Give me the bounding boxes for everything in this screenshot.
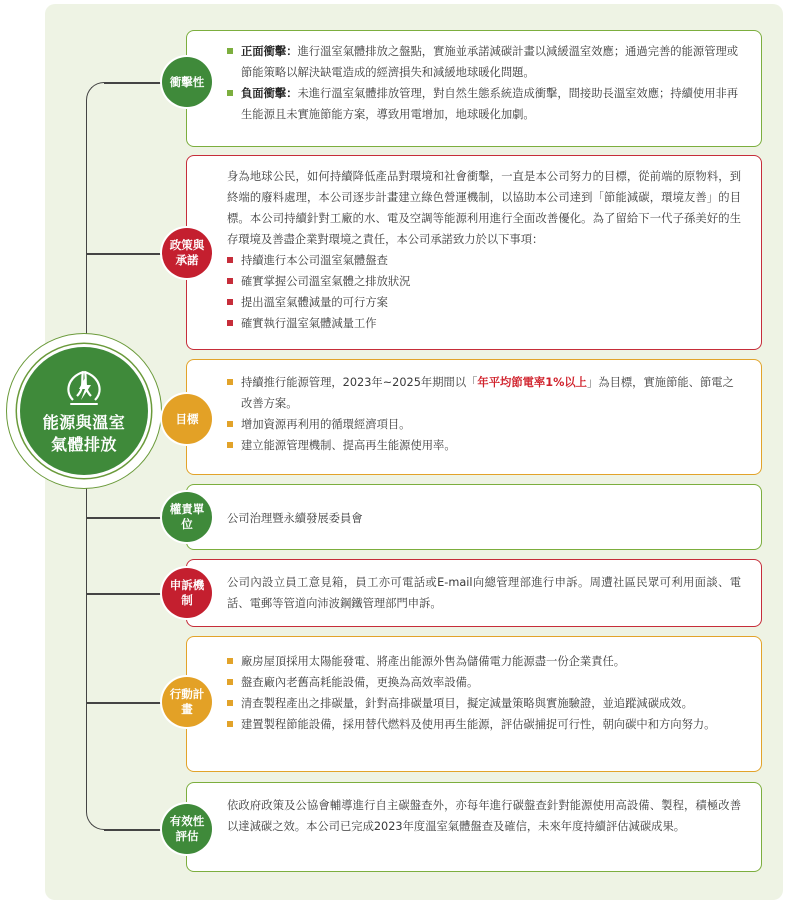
impact-negative-item xyxy=(227,83,741,125)
goal-item: 增加資源再利用的循環經濟項目。 xyxy=(227,414,741,435)
goal-badge-label: 目標 xyxy=(175,411,199,426)
connector-branch-responsibility xyxy=(86,517,164,519)
impact-positive-label: 正面衝擊： xyxy=(241,45,298,58)
hub-title-line2: 氣體排放 xyxy=(50,435,117,454)
goal-card xyxy=(186,359,762,475)
policy-item: 持續進行本公司溫室氣體盤查 xyxy=(227,250,741,271)
connector-branch-grievance xyxy=(86,593,164,595)
impact-negative-label: 負面衝擊： xyxy=(241,87,298,100)
action-item: 廠房屋頂採用太陽能發電、將產出能源外售為儲備電力能源盡一份企業責任。 xyxy=(227,651,741,672)
policy-card xyxy=(186,155,762,350)
connector-branch-evaluation xyxy=(104,829,164,831)
evaluation-card xyxy=(186,782,762,872)
connector-bottom xyxy=(86,482,126,830)
impact-card xyxy=(186,30,762,147)
goal-item xyxy=(227,372,741,414)
responsibility-badge xyxy=(162,492,212,542)
policy-item: 確實掌握公司溫室氣體之排放狀況 xyxy=(227,271,741,292)
policy-item: 確實執行溫室氣體減量工作 xyxy=(227,313,741,334)
impact-badge-label: 衝擊性 xyxy=(169,74,205,89)
action-item: 建置製程節能設備，採用替代燃料及使用再生能源，評估碳捕捉可行性，朝向碳中和方向努力。 xyxy=(227,714,741,735)
impact-negative-text: 未進行溫室氣體排放管理，對自然生態系統造成衝擊，間接助長溫室效應；持續使用非再生能源且未實施節能方案，導致用電增加，地球暖化加劇。 xyxy=(241,87,739,121)
goal-item1-post: 」為目標，實施節能、節電之改善方案。 xyxy=(241,376,734,410)
connector-branch-impact xyxy=(104,82,164,84)
action-item: 盤查廠內老舊高耗能設備，更換為高效率設備。 xyxy=(227,672,741,693)
grievance-badge-label: 申訴機制 xyxy=(169,578,205,607)
impact-positive-item xyxy=(227,41,741,83)
goal-item: 建立能源管理機制、提高再生能源使用率。 xyxy=(227,435,741,456)
policy-badge-label: 政策與承諾 xyxy=(169,238,205,267)
responsibility-card xyxy=(186,484,762,550)
connector-branch-action xyxy=(86,702,164,704)
grievance-card xyxy=(186,559,762,627)
evaluation-badge-label: 有效性評估 xyxy=(169,814,205,843)
action-badge xyxy=(162,677,212,727)
hub-title-line1: 能源與溫室 xyxy=(42,413,126,432)
policy-item: 提出溫室氣體減量的可行方案 xyxy=(227,292,741,313)
evaluation-badge xyxy=(162,804,212,854)
grievance-badge xyxy=(162,568,212,618)
impact-positive-text: 進行溫室氣體排放之盤點，實施並承諾減碳計畫以減緩溫室效應；通過完善的能源管理或節能策略以解決缺電造成的經濟損失和減緩地球暖化問題。 xyxy=(241,45,739,79)
responsibility-badge-label: 權責單位 xyxy=(169,502,205,531)
connector-top xyxy=(86,82,126,342)
leaf-lightning-icon xyxy=(61,366,107,406)
connector-branch-policy xyxy=(86,253,164,255)
evaluation-text: 依政府政策及公協會輔導進行自主碳盤查外，亦每年進行碳盤查針對能源使用高設備、製程，積極改善以達減碳之效。本公司已完成2023年度溫室氣體盤查及確信，未來年度持續評估減碳成果。 xyxy=(227,799,741,833)
action-badge-label: 行動計畫 xyxy=(169,687,205,716)
responsibility-text: 公司治理暨永續發展委員會 xyxy=(227,512,363,525)
action-item: 清查製程產出之排碳量，針對高排碳量項目，擬定減量策略與實施驗證，並追蹤減碳成效。 xyxy=(227,693,741,714)
goal-highlight: 年平均節電率1%以上 xyxy=(477,376,587,389)
policy-intro: 身為地球公民，如何持續降低產品對環境和社會衝擊，一直是本公司努力的目標，從前端的原物料，到終端的廢料處理，本公司逐步計畫建立綠色營運機制，以協助本公司達到「節能減碳，環境友善」的目標。本公司持續針對工廠的水、電及空調等能源利用進行全面改善優化。為了留給下一代子孫美好的生存環境及善盡企業對環境之責任，本公司承諾致力於以下事項： xyxy=(227,170,741,246)
policy-badge xyxy=(162,228,212,278)
impact-badge xyxy=(162,57,212,107)
goal-item1-pre: 持續推行能源管理，2023年~2025年期間以「 xyxy=(241,376,478,389)
action-card xyxy=(186,636,762,772)
goal-badge xyxy=(162,394,212,444)
hub-circle xyxy=(20,347,148,475)
grievance-text: 公司內設立員工意見箱，員工亦可電話或E-mail向總管理部進行申訴。周遭社區民眾可利用面談、電話、電郵等管道向沛波鋼鐵管理部門申訴。 xyxy=(227,576,741,610)
